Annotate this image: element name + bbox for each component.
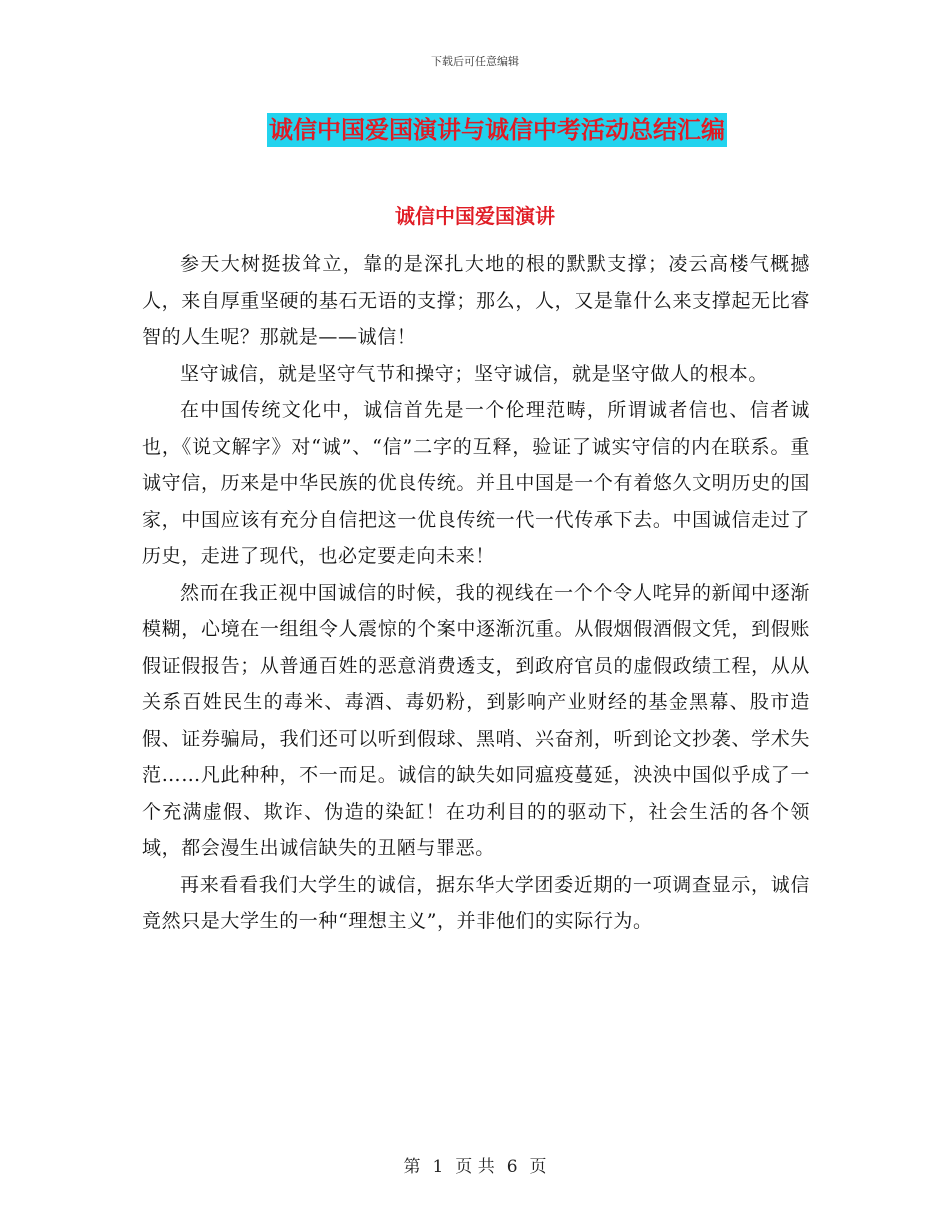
current-page: 1	[432, 1157, 444, 1177]
paragraph: 坚守诚信，就是坚守气节和操守；坚守诚信，就是坚守做人的根本。	[180, 362, 769, 385]
main-title-container	[0, 113, 950, 147]
section-title: 诚信中国爱国演讲	[395, 204, 555, 228]
paragraph: 再来看看我们大学生的诚信，据东华大学团委近期的一项调查显示，诚信竟然只是大学生的一种“理想主义”，并非他们的实际行为。	[142, 873, 810, 932]
paragraph: 在中国传统文化中，诚信首先是一个伦理范畴，所谓诚者信也、信者诚也，《说文解字》对“诚”、“信”二字的互释，验证了诚实守信的内在联系。重诚守信，历来是中华民族的优良传统。并且中国是一个有着悠久文明历史的国家，中国应该有充分自信把这一优良传统一代一代传承下去。中国诚信走过了历史，走进了现代，也必定要走向未来！	[142, 399, 810, 567]
page-label-suffix: 页	[529, 1157, 547, 1177]
document-body	[142, 246, 810, 940]
header-note: 下载后可任意编辑	[431, 55, 519, 68]
page-number-footer	[0, 1152, 950, 1177]
total-pages: 6	[506, 1157, 518, 1177]
page-label-prefix: 第	[403, 1157, 421, 1177]
paragraph: 参天大树挺拔耸立，靠的是深扎大地的根的默默支撑；凌云高楼气概撼人，来自厚重坚硬的基石无语的支撑；那么，人，又是靠什么来支撑起无比睿智的人生呢？那就是——诚信！	[142, 253, 810, 348]
paragraph: 然而在我正视中国诚信的时候，我的视线在一个个令人咤异的新闻中逐渐模糊，心境在一组组令人震惊的个案中逐渐沉重。从假烟假酒假文凭，到假账假证假报告；从普通百姓的恶意消费透支，到政府官员的虚假政绩工程，从从关系百姓民生的毒米、毒酒、毒奶粉，到影响产业财经的基金黑幕、股市造假、证券骗局，我们还可以听到假球、黑哨、兴奋剂，听到论文抄袭、学术失范……凡此种种，不一而足。诚信的缺失如同瘟疫蔓延，泱泱中国似乎成了一个充满虚假、欺诈、伪造的染缸！在功利目的的驱动下，社会生活的各个领域，都会漫生出诚信缺失的丑陋与罪恶。	[142, 581, 810, 859]
page-label-mid: 页 共	[455, 1157, 495, 1177]
main-title: 诚信中国爱国演讲与诚信中考活动总结汇编	[267, 113, 727, 147]
